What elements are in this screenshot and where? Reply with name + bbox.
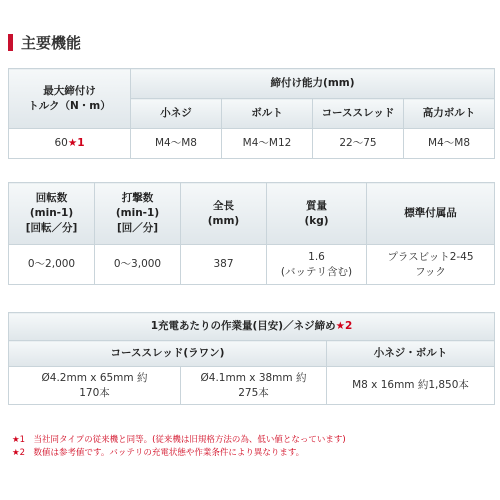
section-title (8, 32, 81, 52)
header-rpm (9, 183, 95, 245)
header-accessories: 標準付属品 (367, 183, 495, 245)
coarse-38-spec: Ø4.1mm x 38mm 約 (200, 371, 307, 384)
header-rpm-line1: 回転数 (35, 192, 68, 204)
coarse-38-count: 275本 (238, 386, 269, 399)
spec-table-workload (8, 312, 495, 405)
header-coarse-thread: コーススレッド (313, 99, 404, 129)
footnote-1: ★1 当社同タイプの従来機と同等。(従来機は旧規格方法の為、低い値となっています) (12, 435, 346, 445)
mass-value: 1.6 (308, 250, 325, 263)
cell-coarse-thread: 22～75 (313, 129, 404, 159)
cell-rpm: 0～2,000 (9, 245, 95, 285)
header-max-torque-line2: トルク（N・m） (28, 99, 111, 112)
accessory-hook: フック (415, 265, 446, 278)
cell-length: 387 (181, 245, 267, 285)
cell-mass (267, 245, 367, 285)
title-accent-bar (8, 34, 13, 51)
header-ipm-line2: (min-1) (115, 207, 160, 219)
section-title-text: 主要機能 (21, 33, 82, 52)
header-bolt: ボルト (222, 99, 313, 129)
header-workload (9, 313, 495, 341)
coarse-65-spec: Ø4.2mm x 65mm 約 (41, 371, 148, 384)
coarse-65-count: 170本 (79, 386, 110, 399)
header-ipm-line1: 打撃数 (121, 192, 154, 204)
header-high-tension-bolt: 高力ボルト (404, 99, 495, 129)
mass-note: (バッテリ含む) (280, 265, 353, 278)
torque-note-mark: ★1 (67, 137, 85, 149)
header-max-torque (9, 69, 131, 129)
header-mass-line2: (kg) (304, 214, 329, 227)
cell-accessories (367, 245, 495, 285)
header-ipm (95, 183, 181, 245)
header-length (181, 183, 267, 245)
workload-note-mark: ★2 (335, 320, 353, 332)
cell-ipm: 0～3,000 (95, 245, 181, 285)
footnote-2: ★2 数値は参考値です。バッテリの充電状態や作業条件により異なります。 (12, 448, 305, 458)
header-mass (267, 183, 367, 245)
header-coarse-thread-lauan: コーススレッド(ラワン) (9, 341, 327, 367)
header-rpm-line3: [回転／分] (25, 222, 78, 234)
spec-table-general (8, 182, 495, 285)
cell-torque (9, 129, 131, 159)
header-rpm-line2: (min-1) (29, 207, 74, 219)
header-small-screw-bolt: 小ネジ・ボルト (327, 341, 495, 367)
torque-value: 60 (54, 137, 68, 149)
cell-high-tension-bolt: M4～M8 (404, 129, 495, 159)
cell-m8-bolt: M8 x 16mm 約1,850本 (327, 367, 495, 405)
header-capacity: 締付け能力(mm) (131, 69, 495, 99)
cell-coarse-65 (9, 367, 181, 405)
spec-table-torque (8, 68, 495, 159)
cell-coarse-38 (181, 367, 327, 405)
cell-bolt: M4～M12 (222, 129, 313, 159)
accessory-bit: プラスビット2-45 (387, 250, 474, 263)
header-max-torque-line1: 最大締付け (43, 84, 96, 97)
workload-title: 1充電あたりの作業量(目安)／ネジ締め (150, 320, 336, 332)
header-length-line2: (mm) (207, 214, 240, 227)
footnotes (12, 434, 492, 460)
cell-small-screw: M4～M8 (131, 129, 222, 159)
header-small-screw: 小ネジ (131, 99, 222, 129)
header-length-line1: 全長 (213, 199, 234, 212)
header-mass-line1: 質量 (306, 199, 327, 212)
header-ipm-line3: [回／分] (116, 222, 159, 234)
